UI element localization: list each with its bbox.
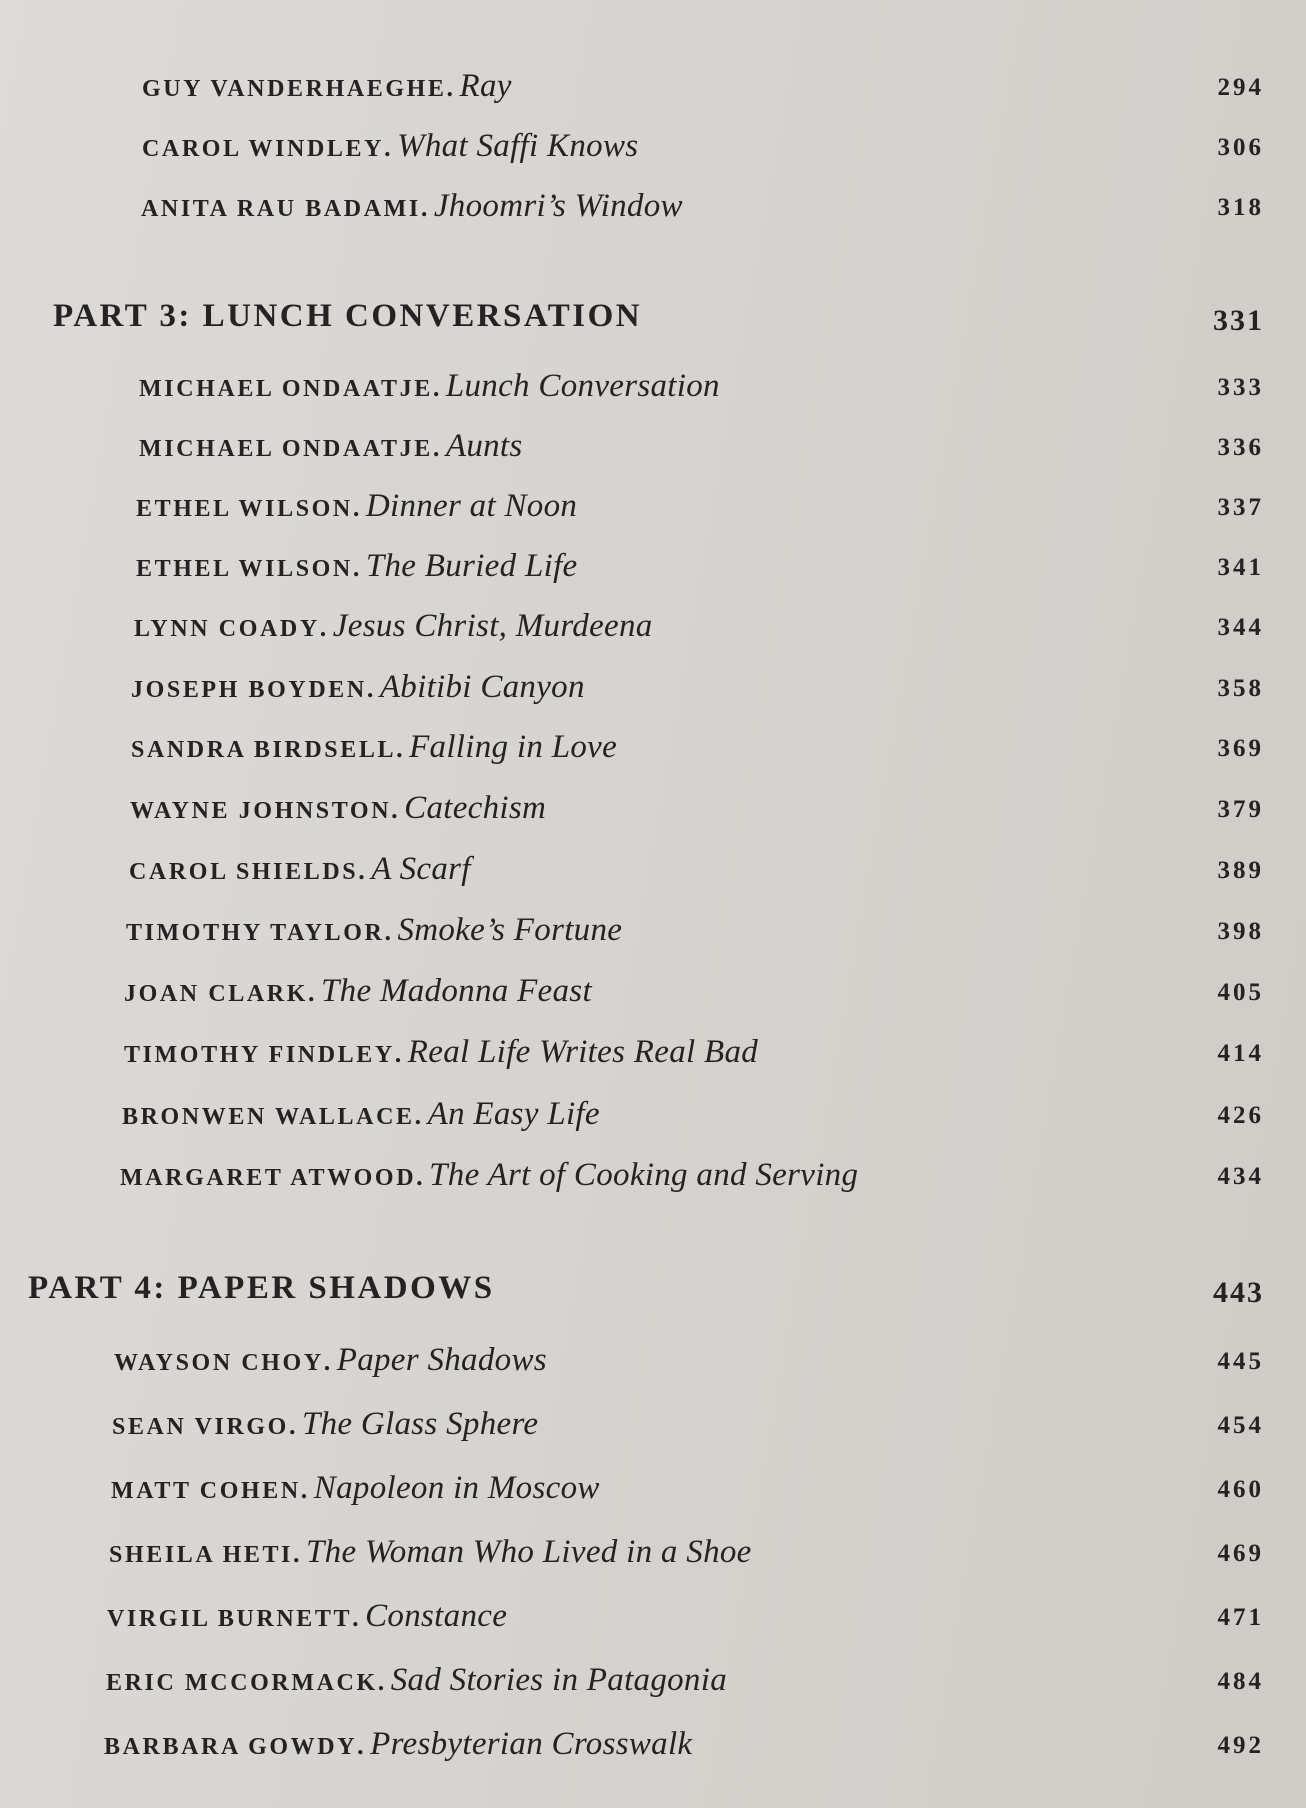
toc-entry: VIRGIL BURNETT. Constance 471 xyxy=(107,1598,1264,1634)
entry-author: JOAN CLARK xyxy=(124,981,309,1007)
entry-title: Abitibi Canyon xyxy=(379,669,585,705)
entry-page-number: 318 xyxy=(1217,194,1264,221)
entry-author: SANDRA BIRDSELL xyxy=(131,737,397,763)
toc-entry: ETHEL WILSON. Dinner at Noon 337 xyxy=(136,488,1264,524)
entry-page-number: 414 xyxy=(1217,1040,1264,1067)
entry-title: Lunch Conversation xyxy=(445,368,720,404)
entry-title: Jesus Christ, Murdeena xyxy=(332,608,653,644)
toc-entry: TIMOTHY TAYLOR. Smoke’s Fortune 398 xyxy=(126,912,1264,948)
entry-author: JOSEPH BOYDEN xyxy=(131,677,367,703)
entry-page-number: 426 xyxy=(1217,1102,1264,1129)
entry-author: CAROL SHIELDS xyxy=(129,859,359,885)
entry-author: CAROL WINDLEY xyxy=(142,136,385,162)
entry-title: What Saffi Knows xyxy=(397,128,639,164)
entry-page-number: 469 xyxy=(1217,1540,1264,1567)
entry-page-number: 379 xyxy=(1217,796,1264,823)
entry-page-number: 445 xyxy=(1217,1348,1264,1375)
entry-author: ERIC MCCORMACK xyxy=(106,1670,378,1696)
toc-entry: ETHEL WILSON. The Buried Life 341 xyxy=(136,548,1264,584)
entry-title: Real Life Writes Real Bad xyxy=(407,1034,759,1070)
entry-title: Napoleon in Moscow xyxy=(313,1470,600,1506)
entry-author: TIMOTHY TAYLOR xyxy=(126,920,385,946)
entry-author: ETHEL WILSON xyxy=(136,496,353,522)
toc-entry: BARBARA GOWDY. Presbyterian Crosswalk 492 xyxy=(104,1726,1264,1762)
entry-author: BARBARA GOWDY xyxy=(104,1734,358,1760)
entry-page-number: 294 xyxy=(1217,74,1264,101)
entry-title: The Buried Life xyxy=(365,548,578,584)
entry-title: A Scarf xyxy=(371,851,471,887)
entry-title: Constance xyxy=(365,1598,508,1634)
entry-page-number: 471 xyxy=(1217,1604,1264,1631)
entry-page-number: 405 xyxy=(1217,979,1264,1006)
entry-page-number: 306 xyxy=(1217,134,1264,161)
entry-title: Jhoomri’s Window xyxy=(433,188,683,224)
toc-entry: CAROL WINDLEY. What Saffi Knows 306 xyxy=(142,128,1264,164)
part-page-number: 443 xyxy=(1213,1276,1264,1309)
entry-page-number: 398 xyxy=(1217,918,1264,945)
toc-entry: CAROL SHIELDS. A Scarf 389 xyxy=(129,851,1264,887)
entry-page-number: 337 xyxy=(1217,494,1264,521)
entry-page-number: 460 xyxy=(1217,1476,1264,1503)
entry-title: Dinner at Noon xyxy=(365,488,578,524)
entry-author: ANITA RAU BADAMI xyxy=(141,196,421,222)
toc-entry: MATT COHEN. Napoleon in Moscow 460 xyxy=(111,1470,1264,1506)
entry-page-number: 344 xyxy=(1217,614,1264,641)
part-page-number: 331 xyxy=(1213,304,1264,337)
entry-title: The Art of Cooking and Serving xyxy=(429,1157,859,1193)
entry-title: The Glass Sphere xyxy=(301,1406,539,1442)
entry-title: An Easy Life xyxy=(427,1096,600,1132)
entry-author: WAYSON CHOY xyxy=(114,1350,324,1376)
toc-entry: SEAN VIRGO. The Glass Sphere 454 xyxy=(112,1406,1264,1442)
entry-page-number: 341 xyxy=(1217,554,1264,581)
toc-entry: LYNN COADY. Jesus Christ, Murdeena 344 xyxy=(134,608,1264,644)
entry-title: Smoke’s Fortune xyxy=(397,912,623,948)
entry-author: ETHEL WILSON xyxy=(136,556,353,582)
entry-author: VIRGIL BURNETT xyxy=(107,1606,353,1632)
entry-author: TIMOTHY FINDLEY xyxy=(124,1042,395,1068)
entry-title: Aunts xyxy=(445,428,523,464)
entry-title: Catechism xyxy=(404,790,547,826)
toc-entry: SHEILA HETI. The Woman Who Lived in a Shoe 469 xyxy=(109,1534,1264,1570)
toc-entry: JOAN CLARK. The Madonna Feast 405 xyxy=(124,973,1264,1009)
toc-entry: MICHAEL ONDAATJE. Aunts 336 xyxy=(139,428,1264,464)
toc-entry: ANITA RAU BADAMI. Jhoomri’s Window 318 xyxy=(141,188,1264,224)
entry-page-number: 336 xyxy=(1217,434,1264,461)
part-heading xyxy=(0,290,1306,340)
entry-title: Paper Shadows xyxy=(336,1342,547,1378)
entry-title: Sad Stories in Patagonia xyxy=(390,1662,727,1698)
entry-page-number: 484 xyxy=(1217,1668,1264,1695)
entry-author: WAYNE JOHNSTON xyxy=(130,798,392,824)
part-title: PART 3: LUNCH CONVERSATION xyxy=(53,298,643,334)
toc-entry: WAYSON CHOY. Paper Shadows 445 xyxy=(114,1342,1264,1378)
entry-author: LYNN COADY xyxy=(134,616,320,642)
toc-entry: JOSEPH BOYDEN. Abitibi Canyon 358 xyxy=(131,669,1264,705)
toc-entry: WAYNE JOHNSTON. Catechism 379 xyxy=(130,790,1264,826)
entry-author: MATT COHEN xyxy=(111,1478,301,1504)
entry-page-number: 369 xyxy=(1217,735,1264,762)
entry-page-number: 333 xyxy=(1217,374,1264,401)
entry-page-number: 434 xyxy=(1217,1163,1264,1190)
entry-author: SHEILA HETI xyxy=(109,1542,294,1568)
entry-title: The Madonna Feast xyxy=(321,973,592,1009)
entry-title: Presbyterian Crosswalk xyxy=(370,1726,693,1762)
entry-page-number: 358 xyxy=(1217,675,1264,702)
entry-author: MICHAEL ONDAATJE xyxy=(139,376,433,402)
entry-author: BRONWEN WALLACE xyxy=(122,1104,415,1130)
entry-page-number: 454 xyxy=(1217,1412,1264,1439)
toc-entry: TIMOTHY FINDLEY. Real Life Writes Real Bad 414 xyxy=(124,1034,1264,1070)
entry-title: The Woman Who Lived in a Shoe xyxy=(306,1534,752,1570)
toc-entry: GUY VANDERHAEGHE. Ray 294 xyxy=(142,68,1264,104)
entry-title: Falling in Love xyxy=(409,729,618,765)
entry-page-number: 492 xyxy=(1217,1732,1264,1759)
entry-author: MICHAEL ONDAATJE xyxy=(139,436,433,462)
toc-entry: MICHAEL ONDAATJE. Lunch Conversation 333 xyxy=(139,368,1264,404)
entry-page-number: 389 xyxy=(1217,857,1264,884)
toc-entry: BRONWEN WALLACE. An Easy Life 426 xyxy=(122,1096,1264,1132)
entry-author: SEAN VIRGO xyxy=(112,1414,289,1440)
toc-entry: ERIC MCCORMACK. Sad Stories in Patagonia 484 xyxy=(106,1662,1264,1698)
toc-entry: SANDRA BIRDSELL. Falling in Love 369 xyxy=(131,729,1264,765)
toc-entry: MARGARET ATWOOD. The Art of Cooking and Serving 434 xyxy=(120,1157,1264,1193)
entry-author: MARGARET ATWOOD xyxy=(120,1165,417,1191)
part-title: PART 4: PAPER SHADOWS xyxy=(28,1270,495,1306)
entry-title: Ray xyxy=(459,68,512,104)
part-heading xyxy=(0,1262,1306,1312)
entry-author: GUY VANDERHAEGHE xyxy=(142,76,447,102)
